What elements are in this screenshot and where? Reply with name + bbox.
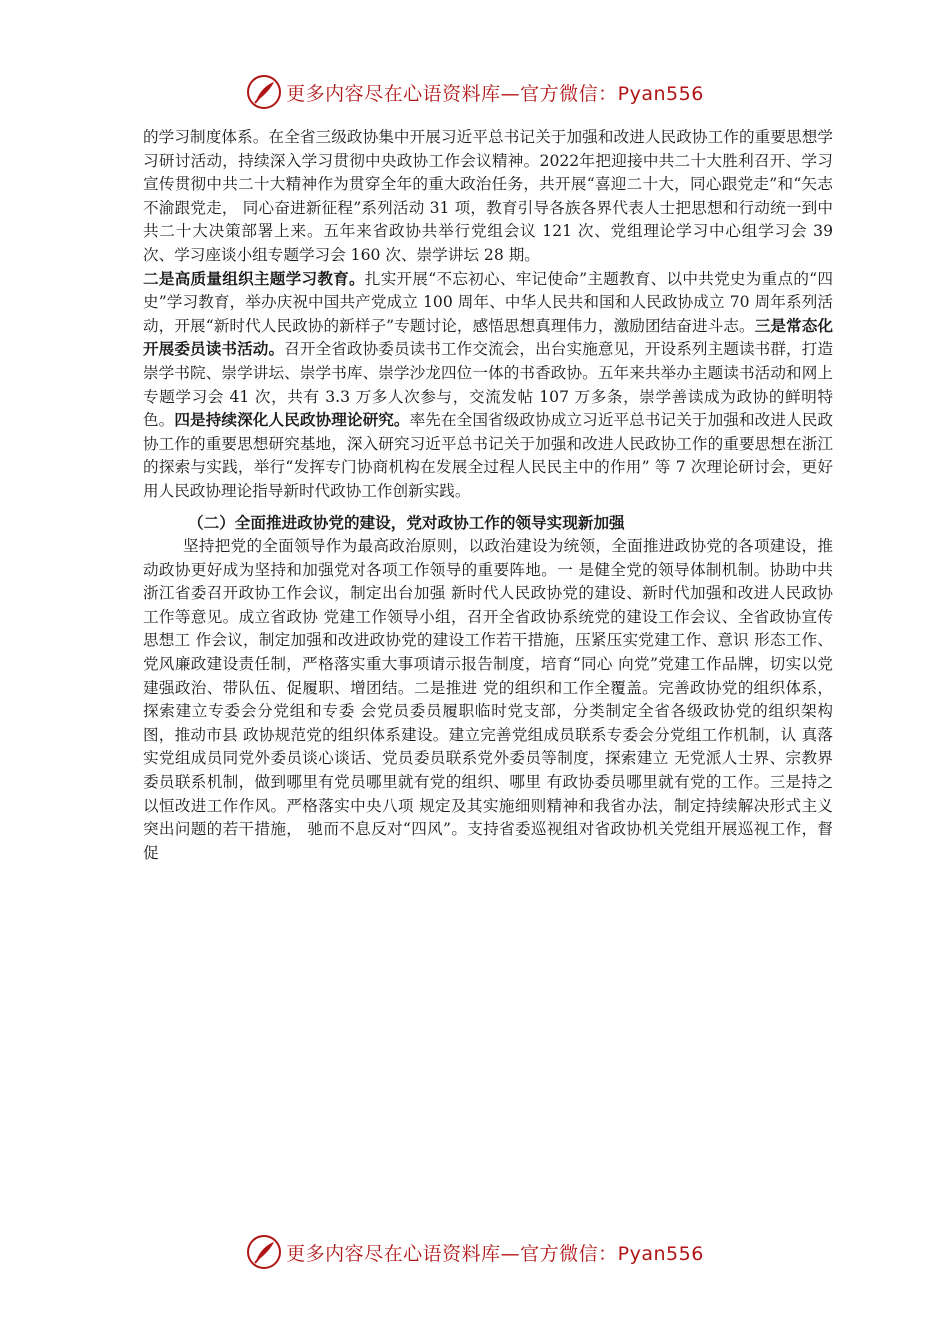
paragraph-text: 的学习制度体系。在全省三级政协集中开展习近平总书记关于加强和改进人民政协工作的重要思想学习研讨活动，持续深入学习贯彻中央政协工作会议精神。2022年把迎接中共二十大胜利召开、学习宣传贯彻中共二十大精神作为贯穿全年的重大政治任务，共开展“喜迎二十大，同心跟党走”和“矢志不渝跟党走， 同心奋进新征程”系列活动 31 项，教育引导各族各界代表人士把思想和行动统一到中共二十大决策部署上来。五年来省政协共举行党组会议 121 次、党组理论学习中心组学习会 39 次、学习座谈小组专题学习会 160 次、崇学讲坛 28 期。 xyxy=(143,128,833,264)
section-heading: （二）全面推进政协党的建设，党对政协工作的领导实现新加强 xyxy=(188,513,625,532)
paragraph-text: 率先在全国省级政协成立习近平总书记关于加强和改进人民政协工作的重要思想研究基地，深入研究习近平总书记关于加强和改进人民政协工作的重要思想在浙江的探索与实践，举行“发挥专门协商机构在发展全过程人民民主中的作用” 等 7 次理论研讨会，更好用人民政协理论指导新时代政协工作创新实践。 xyxy=(143,411,833,500)
footer-banner xyxy=(0,1232,950,1272)
paragraph-text: 召开全省政协委员读书工作交流会，出台实施意见，开设系列主题读书群，打造崇学书院、崇学讲坛、崇学书库、崇学沙龙四位一体的书香政协。五年来共举办主题读书活动和网上专题学习会 41 次，共有 3.3 万多人次参与，交流发帖 107 万多条，崇学善读成为政协的鲜明特色。 xyxy=(143,340,833,430)
header-banner-text: 更多内容尽在心语资料库—官方微信：Pyan556 xyxy=(286,82,704,105)
paragraph xyxy=(143,126,833,504)
document-body xyxy=(143,126,833,865)
bold-lead-3: 三是常态化开展委员读书活动。 xyxy=(143,316,833,359)
feather-pen-logo-icon xyxy=(246,1234,282,1270)
bold-lead-2: 二是高质量组织主题学习教育。 xyxy=(143,269,365,288)
paragraph: 坚持把党的全面领导作为最高政治原则，以政治建设为统领，全面推进政协党的各项建设，推动政协更好成为坚持和加强党对各项工作领导的重要阵地。一 是健全党的领导体制机制。协助中共浙江省委召开政协工作会议，制定出台加强 新时代人民政协党的建设、新时代加强和改进人民政协工作等意见。成立省政协 党建工作领导小组，召开全省政协系统党的建设工作会议、全省政协宣传思想工 作会议，制定加强和改进政协党的建设工作若干措施，压紧压实党建工作、意识 形态工作、党风廉政建设责任制，严格落实重大事项请示报告制度，培育“同心 向党”党建工作品牌，切实以党建强政治、带队伍、促履职、增团结。二是推进 党的组织和工作全覆盖。完善政协党的组织体系，探索建立专委会分党组和专委 会党员委员履职临时党支部，分类制定全省各级政协党的组织架构图，推动市县 政协规范党的组织体系建设。建立完善党组成员联系专委会分党组工作机制，认 真落实党组成员同党外委员谈心谈话、党员委员联系党外委员等制度，探索建立 无党派人士界、宗教界委员联系机制，做到哪里有党员哪里就有党的组织、哪里 有政协委员哪里就有党的工作。三是持之以恒改进工作作风。严格落实中央八项 规定及其实施细则精神和我省办法，制定持续解决形式主义突出问题的若干措施， 驰而不息反对“四风”。支持省委巡视组对省政协机关党组开展巡视工作，督促 xyxy=(143,537,833,862)
feather-pen-logo-icon xyxy=(246,74,282,110)
header-banner xyxy=(0,72,950,112)
bold-lead-4: 四是持续深化人民政协理论研究。 xyxy=(174,411,410,430)
paragraph-text: 扎实开展“不忘初心、牢记使命”主题教育、以中共党史为重点的“四史”学习教育，举办庆祝中国共产党成立 100 周年、中华人民共和国和人民政协成立 70 周年系列活动，开展“新时代人民政协的新样子”专题讨论，感悟思想真理伟力，激励团结奋进斗志。 xyxy=(143,269,833,335)
footer-banner-text: 更多内容尽在心语资料库—官方微信：Pyan556 xyxy=(286,1242,704,1265)
